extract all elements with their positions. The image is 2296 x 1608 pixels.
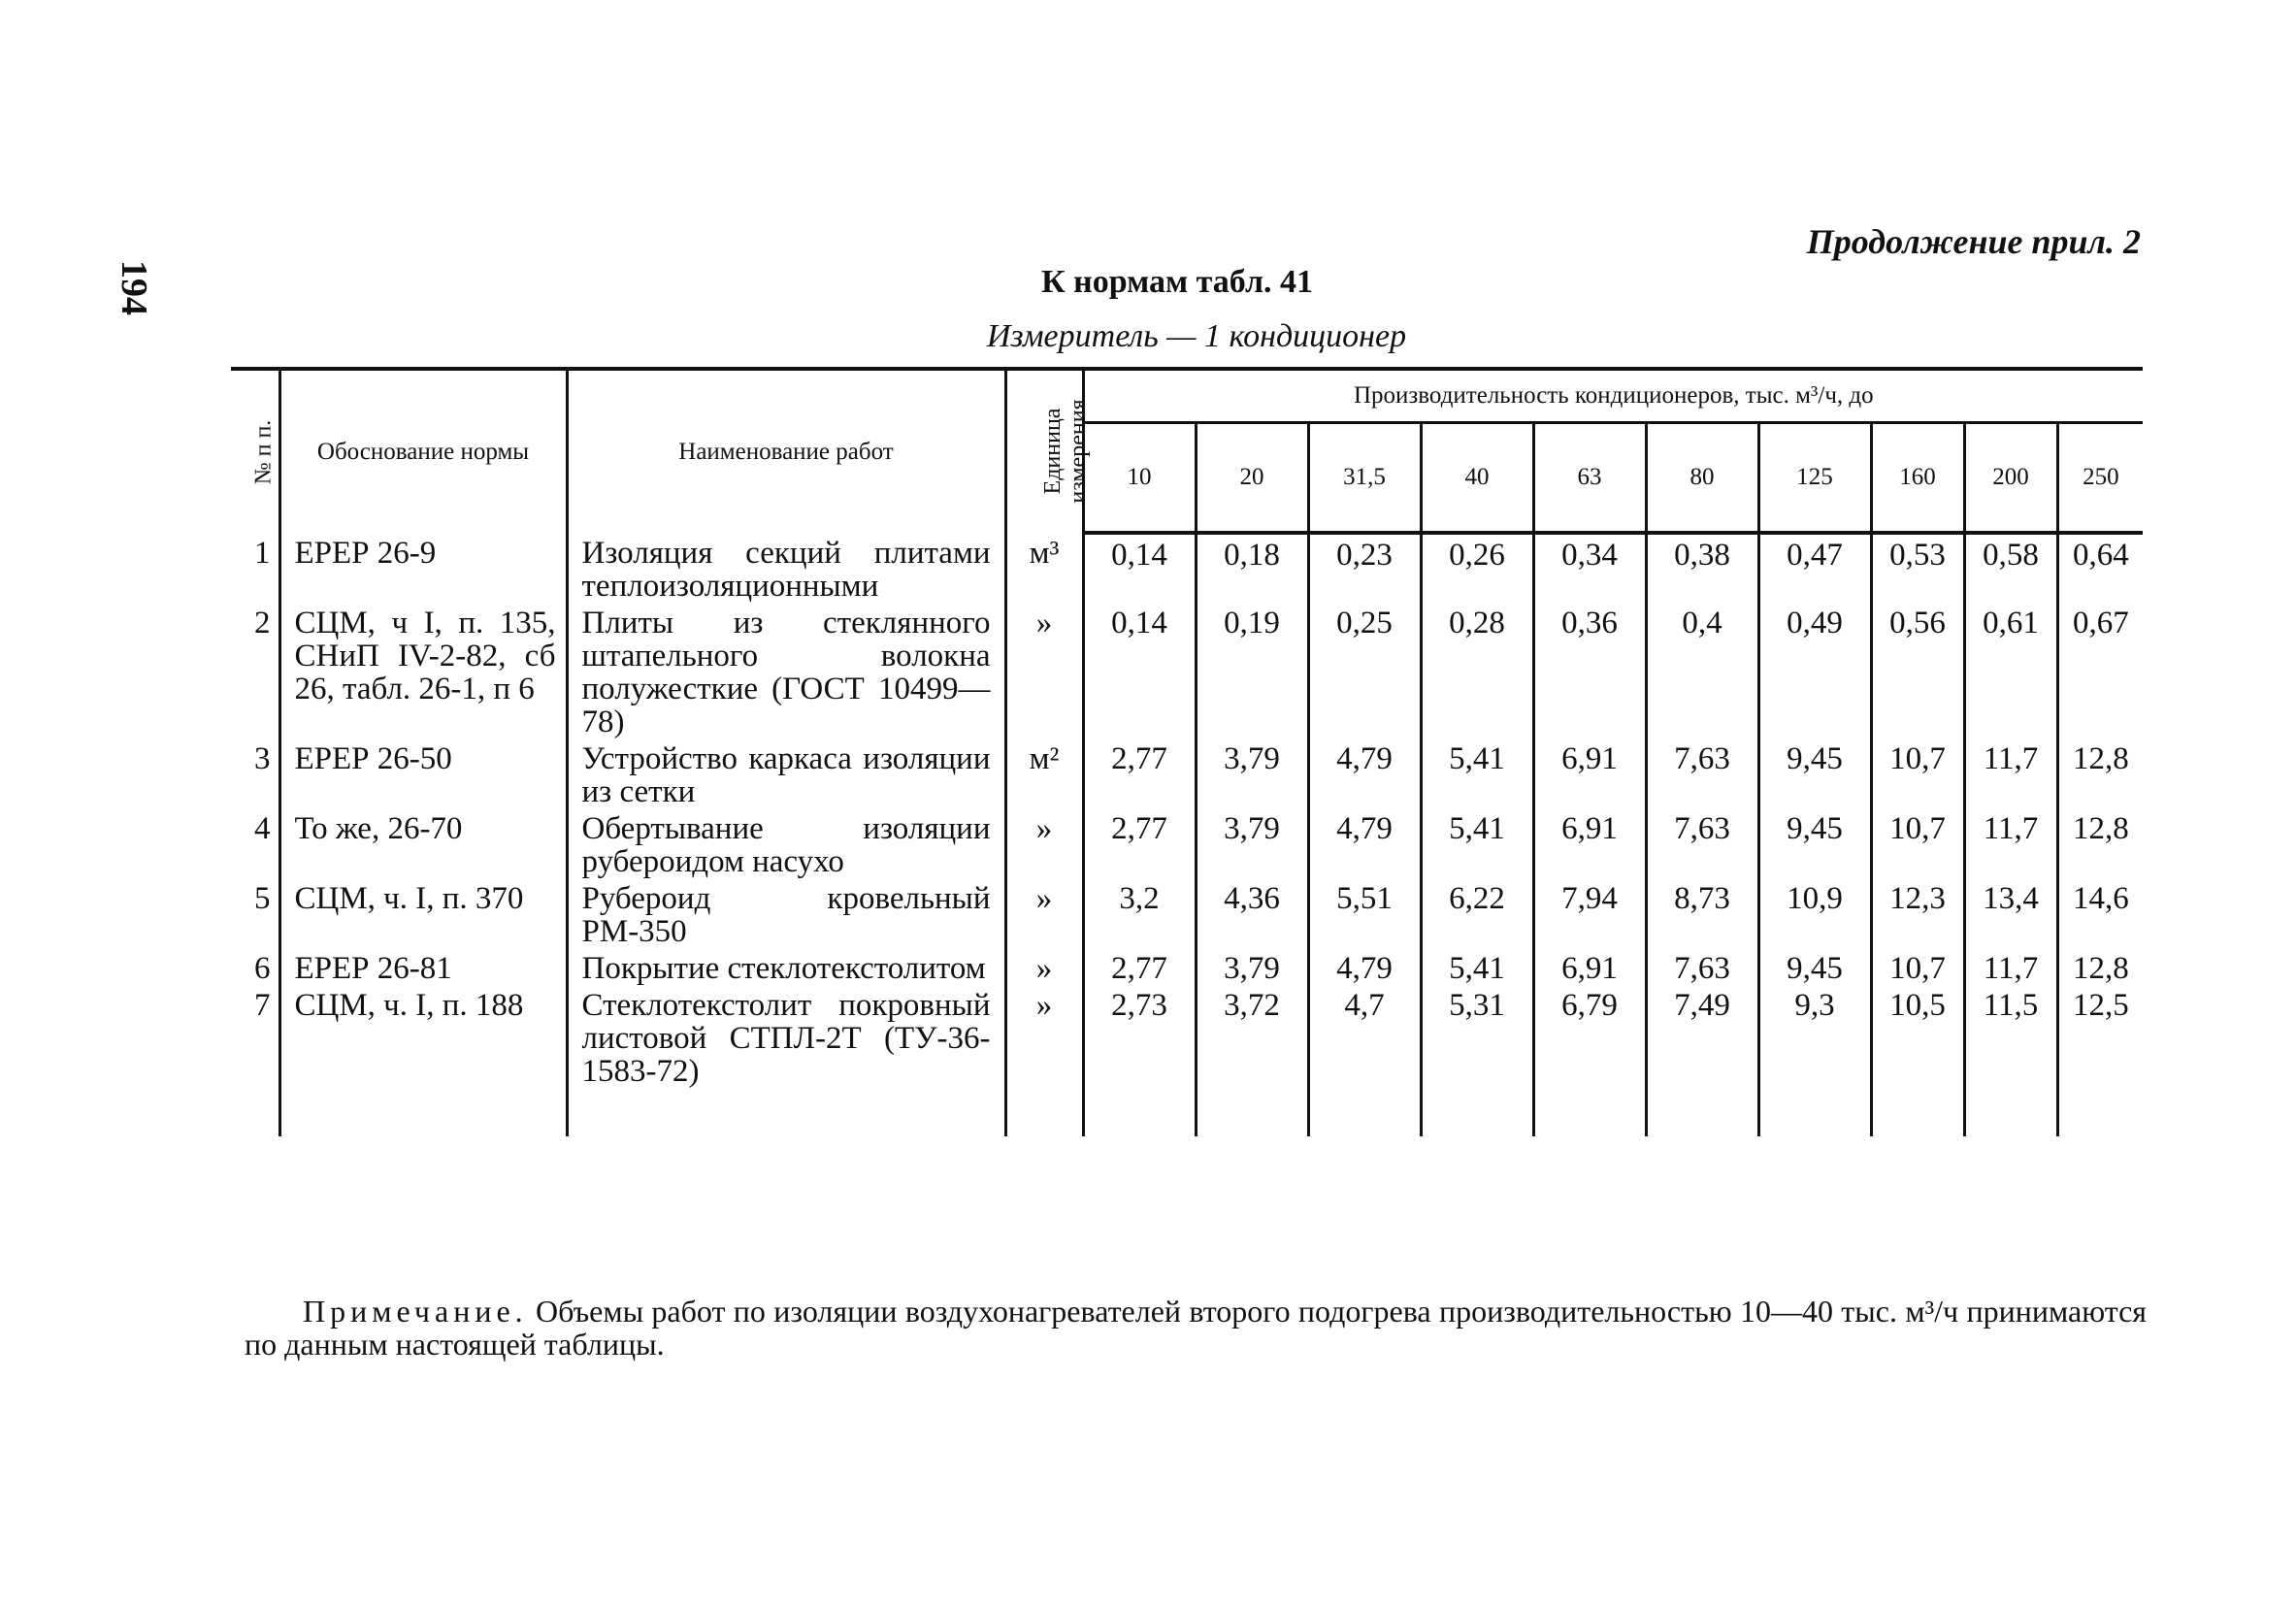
row-value: 12,5 (2057, 985, 2143, 1088)
row-value: 9,45 (1758, 808, 1871, 878)
row-value: 12,8 (2057, 738, 2143, 808)
spacer-cell (1964, 1088, 2057, 1136)
row-basis: ЕРЕР 26-81 (279, 948, 567, 985)
table-row (231, 985, 2143, 1088)
table-row (231, 948, 2143, 985)
row-number: 2 (231, 603, 279, 738)
spacer-cell (279, 1088, 567, 1136)
row-unit: » (1005, 948, 1083, 985)
capacity-header: 63 (1533, 423, 1646, 534)
row-value: 8,73 (1646, 878, 1758, 948)
row-value: 0,34 (1533, 533, 1646, 603)
row-value: 0,47 (1758, 533, 1871, 603)
spacer-cell (1196, 1088, 1308, 1136)
header-unit: Единица измерения (1005, 369, 1083, 533)
capacity-header: 125 (1758, 423, 1871, 534)
row-value: 11,7 (1964, 808, 2057, 878)
row-value: 0,61 (1964, 603, 2057, 738)
row-number: 5 (231, 878, 279, 948)
row-work: Плиты из стеклянного штапельного волокна полужесткие (ГОСТ 10499—78) (567, 603, 1005, 738)
row-value: 0,14 (1083, 603, 1196, 738)
row-value: 7,94 (1533, 878, 1646, 948)
spacer-cell (1005, 1088, 1083, 1136)
row-value: 4,36 (1196, 878, 1308, 948)
row-basis: СЦМ, ч I, п. 135, СНиП IV-2-82, сб 26, табл. 26-1, п 6 (279, 603, 567, 738)
table-row (231, 603, 2143, 738)
table-row (231, 878, 2143, 948)
capacity-header: 250 (2057, 423, 2143, 534)
spacer-cell (1083, 1088, 1196, 1136)
capacity-header: 200 (1964, 423, 2057, 534)
row-value: 4,7 (1308, 985, 1421, 1088)
row-work: Рубероид кровельный РМ-350 (567, 878, 1005, 948)
spacer-cell (1871, 1088, 1964, 1136)
row-value: 2,73 (1083, 985, 1196, 1088)
row-number: 4 (231, 808, 279, 878)
measure-unit: Измеритель — 1 кондиционер (986, 318, 1407, 354)
table-row (231, 738, 2143, 808)
row-value: 9,3 (1758, 985, 1871, 1088)
table-row-spacer (231, 1088, 2143, 1136)
row-basis: ЕРЕР 26-50 (279, 738, 567, 808)
capacity-header: 20 (1196, 423, 1308, 534)
spacer-cell (567, 1088, 1005, 1136)
row-value: 3,2 (1083, 878, 1196, 948)
row-value: 0,49 (1758, 603, 1871, 738)
row-value: 0,36 (1533, 603, 1646, 738)
row-value: 0,18 (1196, 533, 1308, 603)
spacer-cell (1646, 1088, 1758, 1136)
row-number: 3 (231, 738, 279, 808)
row-value: 0,38 (1646, 533, 1758, 603)
row-value: 0,53 (1871, 533, 1964, 603)
row-number: 7 (231, 985, 279, 1088)
row-unit: » (1005, 603, 1083, 738)
row-unit: » (1005, 985, 1083, 1088)
row-value: 12,8 (2057, 808, 2143, 878)
row-value: 3,79 (1196, 738, 1308, 808)
header-work: Наименование работ (567, 369, 1005, 533)
header-number: № п п. (231, 369, 279, 533)
row-value: 4,79 (1308, 948, 1421, 985)
row-number: 1 (231, 533, 279, 603)
row-value: 0,23 (1308, 533, 1421, 603)
row-value: 0,56 (1871, 603, 1964, 738)
row-number: 6 (231, 948, 279, 985)
note-text: Объемы работ по изоляции воздухонагревателей второго подогрева производительностью 10—40 тыс. м³/ч принимаются по данным настоящей таблицы. (245, 1294, 2147, 1362)
header-capacity: Производительность кондиционеров, тыс. м³/ч, до (1083, 369, 2143, 423)
note (245, 1295, 2147, 1361)
table-row (231, 808, 2143, 878)
capacity-header: 40 (1421, 423, 1533, 534)
row-basis: То же, 26-70 (279, 808, 567, 878)
row-value: 0,26 (1421, 533, 1533, 603)
row-unit: » (1005, 808, 1083, 878)
row-value: 4,79 (1308, 738, 1421, 808)
row-work: Изоляция секций плитами теплоизоляционными (567, 533, 1005, 603)
page-number: 194 (114, 260, 154, 315)
row-work: Покрытие стеклотекстолитом (567, 948, 1005, 985)
row-value: 2,77 (1083, 738, 1196, 808)
spacer-cell (2057, 1088, 2143, 1136)
row-value: 11,5 (1964, 985, 2057, 1088)
row-value: 10,7 (1871, 738, 1964, 808)
row-value: 0,19 (1196, 603, 1308, 738)
row-value: 3,79 (1196, 948, 1308, 985)
row-work: Устройство каркаса изоляции из сетки (567, 738, 1005, 808)
capacity-header: 10 (1083, 423, 1196, 534)
row-basis: ЕРЕР 26-9 (279, 533, 567, 603)
row-value: 5,41 (1421, 948, 1533, 985)
row-value: 6,91 (1533, 738, 1646, 808)
row-value: 12,8 (2057, 948, 2143, 985)
row-unit: м³ (1005, 533, 1083, 603)
row-value: 5,51 (1308, 878, 1421, 948)
table-row (231, 533, 2143, 603)
row-value: 0,58 (1964, 533, 2057, 603)
row-value: 5,41 (1421, 738, 1533, 808)
row-value: 7,49 (1646, 985, 1758, 1088)
row-value: 0,14 (1083, 533, 1196, 603)
row-value: 6,91 (1533, 948, 1646, 985)
capacity-header: 80 (1646, 423, 1758, 534)
row-value: 10,9 (1758, 878, 1871, 948)
row-value: 6,91 (1533, 808, 1646, 878)
row-value: 7,63 (1646, 738, 1758, 808)
row-value: 10,7 (1871, 808, 1964, 878)
row-value: 11,7 (1964, 948, 2057, 985)
row-value: 14,6 (2057, 878, 2143, 948)
row-value: 10,5 (1871, 985, 1964, 1088)
row-value: 2,77 (1083, 948, 1196, 985)
spacer-cell (1421, 1088, 1533, 1136)
row-value: 6,22 (1421, 878, 1533, 948)
header-basis: Обоснование нормы (279, 369, 567, 533)
row-value: 10,7 (1871, 948, 1964, 985)
note-label: Примечание. (303, 1294, 528, 1329)
row-basis: СЦМ, ч. I, п. 370 (279, 878, 567, 948)
table-body (231, 533, 2143, 1136)
spacer-cell (1758, 1088, 1871, 1136)
row-value: 4,79 (1308, 808, 1421, 878)
row-value: 12,3 (1871, 878, 1964, 948)
row-value: 3,79 (1196, 808, 1308, 878)
row-value: 0,64 (2057, 533, 2143, 603)
row-value: 0,67 (2057, 603, 2143, 738)
capacity-header: 31,5 (1308, 423, 1421, 534)
row-basis: СЦМ, ч. I, п. 188 (279, 985, 567, 1088)
row-unit: м² (1005, 738, 1083, 808)
row-value: 9,45 (1758, 738, 1871, 808)
row-value: 0,28 (1421, 603, 1533, 738)
row-value: 3,72 (1196, 985, 1308, 1088)
row-value: 2,77 (1083, 808, 1196, 878)
row-value: 6,79 (1533, 985, 1646, 1088)
norms-table (231, 367, 2143, 1136)
row-work: Стеклотекстолит покровный листовой СТПЛ-2Т (ТУ-36-1583-72) (567, 985, 1005, 1088)
row-value: 0,25 (1308, 603, 1421, 738)
spacer-cell (1308, 1088, 1421, 1136)
row-value: 0,4 (1646, 603, 1758, 738)
table-title: К нормам табл. 41 (1040, 264, 1314, 300)
spacer-cell (231, 1088, 279, 1136)
row-unit: » (1005, 878, 1083, 948)
row-value: 9,45 (1758, 948, 1871, 985)
continuation-label: Продолжение прил. 2 (1806, 222, 2141, 261)
row-work: Обертывание изоляции рубероидом насухо (567, 808, 1005, 878)
row-value: 7,63 (1646, 948, 1758, 985)
spacer-cell (1533, 1088, 1646, 1136)
row-value: 5,41 (1421, 808, 1533, 878)
row-value: 11,7 (1964, 738, 2057, 808)
row-value: 5,31 (1421, 985, 1533, 1088)
capacity-header: 160 (1871, 423, 1964, 534)
row-value: 13,4 (1964, 878, 2057, 948)
row-value: 7,63 (1646, 808, 1758, 878)
